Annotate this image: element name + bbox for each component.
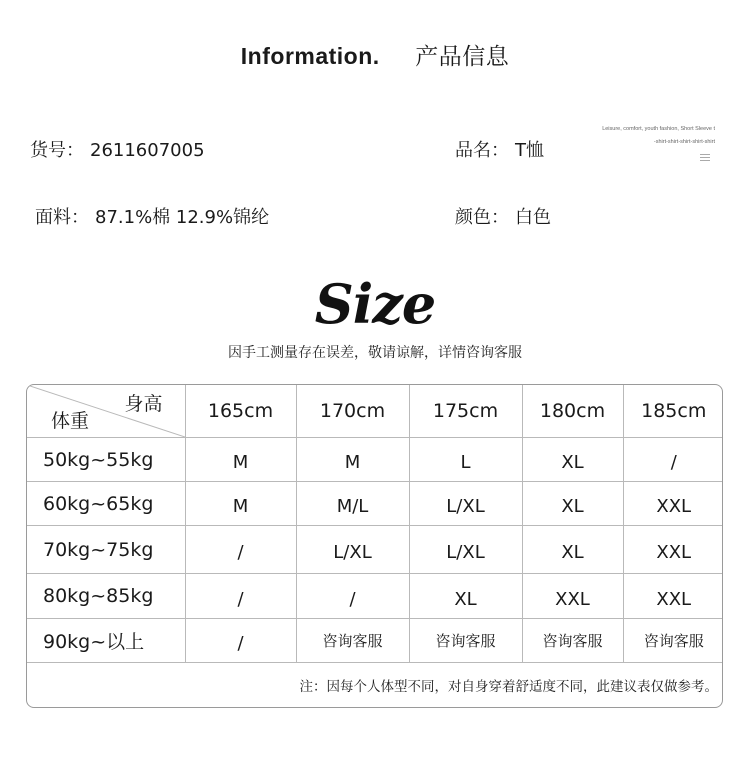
tagline — [590, 123, 715, 149]
item-number — [30, 136, 205, 162]
size-cell: L/XL — [409, 482, 522, 526]
table-corner-cell — [27, 385, 185, 438]
fabric — [35, 203, 269, 229]
height-header: 185cm — [623, 385, 723, 438]
size-cell: M/L — [296, 482, 409, 526]
tagline-line1: Leisure, comfort, youth fashion, Short Sleeve t — [602, 126, 715, 132]
weight-cell: 70kg~75kg — [27, 526, 185, 574]
product-name-label: 品名： — [455, 140, 509, 161]
size-cell: L/XL — [409, 526, 522, 574]
size-cell: M — [185, 482, 296, 526]
fabric-value: 87.1%棉 12.9%锦纶 — [95, 207, 270, 228]
product-name-value: T恤 — [515, 140, 544, 161]
height-header: 170cm — [296, 385, 409, 438]
table-row — [27, 574, 723, 619]
table-row — [27, 619, 723, 663]
weight-cell: 90kg~以上 — [27, 619, 185, 663]
size-cell: 咨询客服 — [296, 619, 409, 663]
size-cell: M — [296, 438, 409, 482]
height-header: 165cm — [185, 385, 296, 438]
size-cell: M — [185, 438, 296, 482]
size-cell: XXL — [522, 574, 623, 619]
tagline-line2: -shirt-shirt-shirt-shirt-shirt — [653, 139, 715, 145]
fabric-label: 面料： — [35, 207, 89, 228]
size-cell: / — [185, 526, 296, 574]
title-chinese: 产品信息 — [415, 44, 510, 70]
item-number-value: 2611607005 — [90, 140, 205, 161]
table-row — [27, 482, 723, 526]
color — [455, 203, 551, 229]
title-english: Information. — [240, 43, 380, 69]
size-cell: 咨询客服 — [522, 619, 623, 663]
size-cell: 咨询客服 — [409, 619, 522, 663]
size-table — [26, 384, 723, 708]
size-logo: Size — [314, 272, 436, 336]
size-cell: XXL — [623, 482, 723, 526]
size-cell: / — [623, 438, 723, 482]
size-cell: / — [296, 574, 409, 619]
table-note-row — [27, 663, 723, 708]
height-header: 175cm — [409, 385, 522, 438]
weight-axis-label: 体重 — [51, 410, 90, 432]
size-cell: L — [409, 438, 522, 482]
size-cell: XL — [522, 438, 623, 482]
page-title — [0, 38, 750, 71]
size-cell: XXL — [623, 574, 723, 619]
table-note: 注：因每个人体型不同，对自身穿着舒适度不同，此建议表仅做参考。 — [27, 663, 723, 708]
size-cell: XXL — [623, 526, 723, 574]
size-cell: XL — [522, 526, 623, 574]
color-value: 白色 — [515, 207, 551, 228]
table-row — [27, 526, 723, 574]
size-cell: L/XL — [296, 526, 409, 574]
product-name — [455, 136, 544, 162]
color-label: 颜色： — [455, 207, 509, 228]
list-icon — [700, 154, 710, 164]
weight-cell: 50kg~55kg — [27, 438, 185, 482]
size-cell: XL — [522, 482, 623, 526]
item-number-label: 货号： — [30, 140, 84, 161]
size-subtitle: 因手工测量存在误差，敬请谅解，详情咨询客服 — [228, 345, 522, 361]
height-header: 180cm — [522, 385, 623, 438]
size-cell: XL — [409, 574, 522, 619]
size-cell: 咨询客服 — [623, 619, 723, 663]
weight-cell: 60kg~65kg — [27, 482, 185, 526]
size-cell: / — [185, 574, 296, 619]
table-row — [27, 438, 723, 482]
size-cell: / — [185, 619, 296, 663]
weight-cell: 80kg~85kg — [27, 574, 185, 619]
table-header-row — [27, 385, 723, 438]
height-axis-label: 身高 — [124, 393, 163, 415]
